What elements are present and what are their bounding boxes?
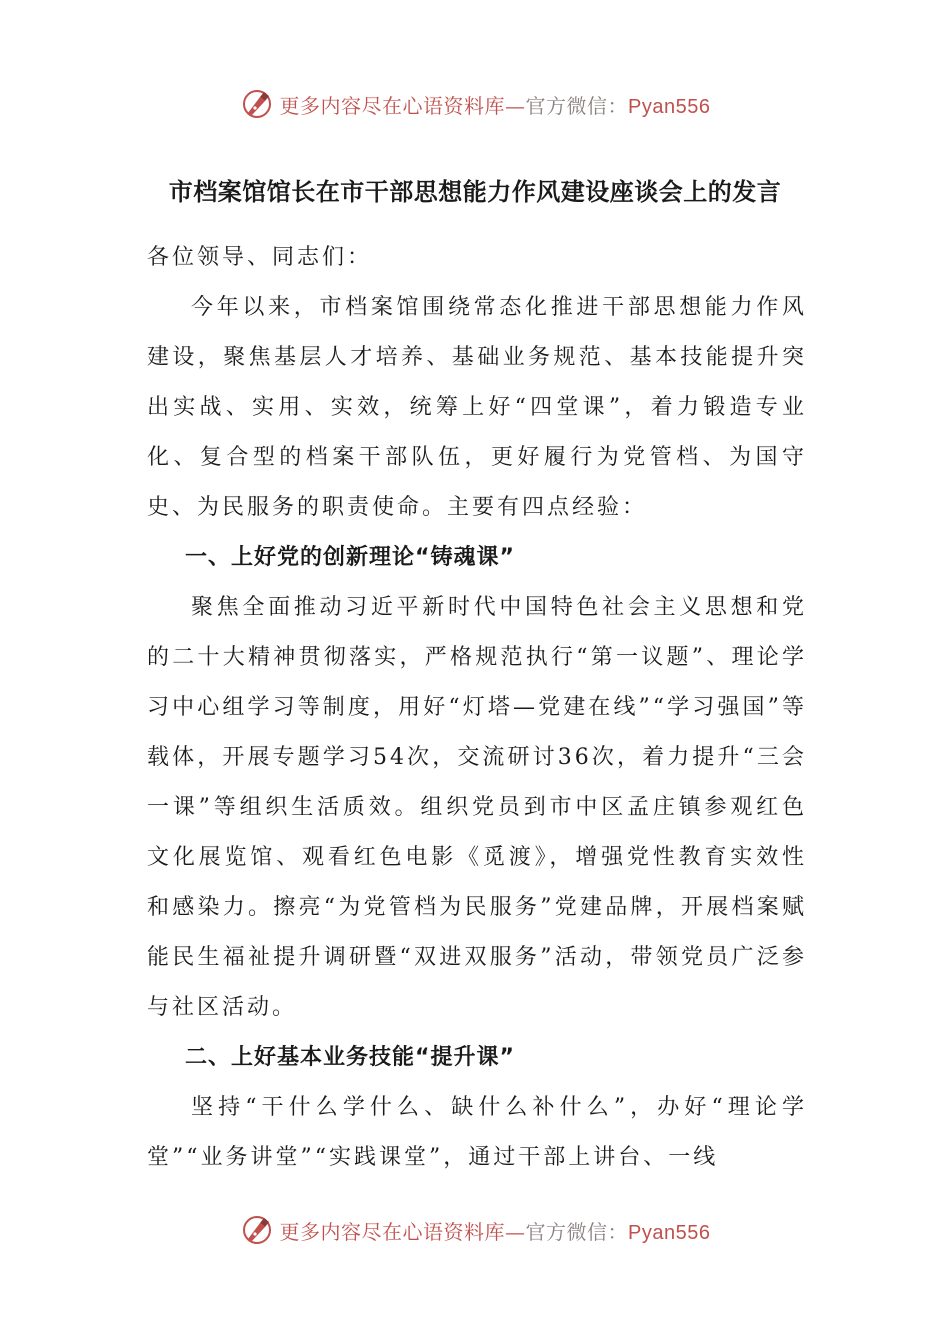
banner-text-wechat-id: Pyan556 [628,95,711,118]
banner-text-wechat-id: Pyan556 [628,1221,711,1244]
document-body [147,233,807,1183]
banner-text-main: 更多内容尽在心语资料库— [279,93,526,118]
section-1-paragraph: 聚焦全面推动习近平新时代中国特色社会主义思想和党的二十大精神贯彻落实，严格规范执行“第一议题”、理论学习中心组学习等制度，用好“灯塔—党建在线”“学习强国”等载体，开展专题学习54次，交流研讨36次，着力提升“三会一课”等组织生活质效。组织党员到市中区孟庄镇参观红色文化展览馆、观看红色电影《觅渡》，增强党性教育实效性和感染力。擦亮“为党管档为民服务”党建品牌，开展档案赋能民生福祉提升调研暨“双进双服务”活动，带领党员广泛参与社区活动。 [147,595,807,1020]
banner-text-main: 更多内容尽在心语资料库— [279,1219,526,1244]
banner-text [280,90,711,119]
header-banner [0,84,950,124]
salutation: 各位领导、同志们： [147,245,373,270]
intro-paragraph: 今年以来，市档案馆围绕常态化推进干部思想能力作风建设，聚焦基层人才培养、基础业务规范、基本技能提升突出实战、实用、实效，统筹上好“四堂课”，着力锻造专业化、复合型的档案干部队伍，更好履行为党管档、为国守史、为民服务的职责使命。主要有四点经验： [147,295,807,520]
banner-text-wechat-label: 官方微信： [525,93,629,118]
section-2-heading: 二、上好基本业务技能“提升课” [185,1045,515,1070]
banner-text [280,1216,711,1245]
pen-nib-logo-icon [240,87,274,121]
document-title: 市档案馆馆长在市干部思想能力作风建设座谈会上的发言 [168,178,782,206]
footer-banner [0,1210,950,1250]
section-2-paragraph: 坚持“干什么学什么、缺什么补什么”，办好“理论学堂”“业务讲堂”“实践课堂”，通过干部上讲台、一线 [147,1095,807,1170]
pen-nib-logo-icon [240,1213,274,1247]
section-1-heading: 一、上好党的创新理论“铸魂课” [185,545,515,570]
banner-text-wechat-label: 官方微信： [525,1219,629,1244]
